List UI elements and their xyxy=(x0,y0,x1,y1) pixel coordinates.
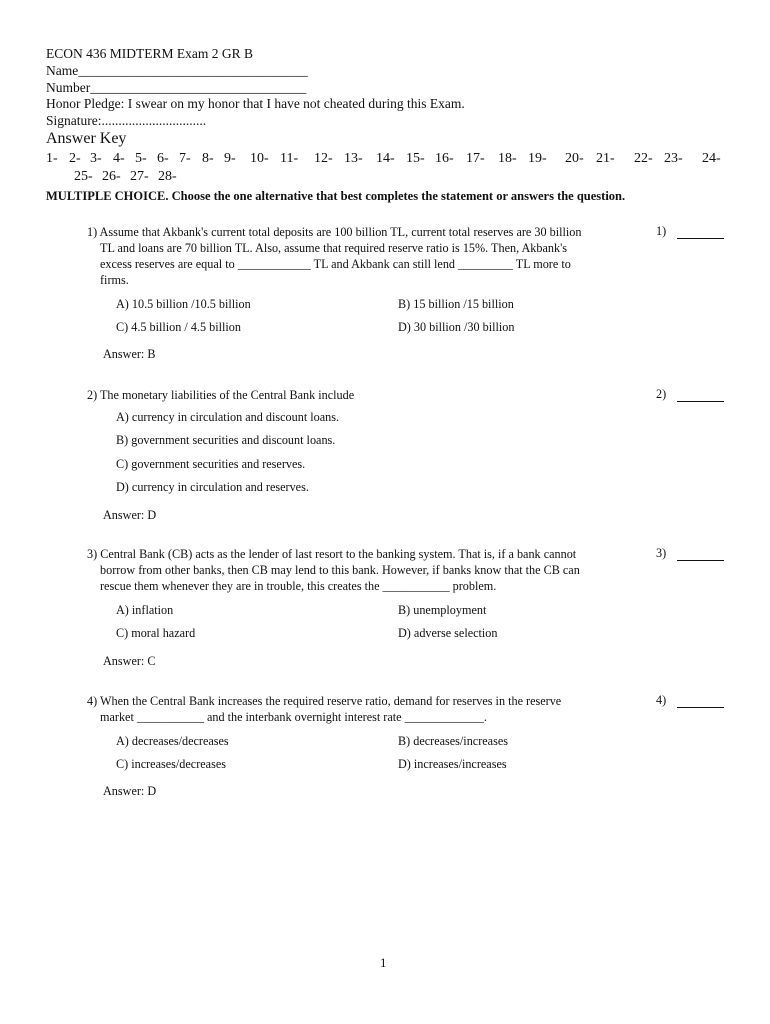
option-b: B) government securities and discount loans. xyxy=(116,433,336,447)
honor-pledge: Honor Pledge: I swear on my honor that I have not cheated during this Exam. xyxy=(46,96,465,111)
answer-number-2: 2) xyxy=(656,387,667,401)
instructions: MULTIPLE CHOICE. Choose the one alternative that best completes the statement or answers the question. xyxy=(46,189,626,203)
answer-key-item: 2- xyxy=(69,151,81,166)
exam-title: ECON 436 MIDTERM Exam 2 GR B xyxy=(46,46,253,61)
question-line: 1) Assume that Akbank's current total deposits are 100 billion TL, current total reserves are 30 billion xyxy=(87,225,582,239)
answer-key-item: 4- xyxy=(113,151,125,166)
answer-number-4: 4) xyxy=(656,693,667,707)
answer-text-4: Answer: D xyxy=(103,784,157,798)
answer-key-item: 11- xyxy=(280,151,299,166)
question-line: market ___________ and the interbank overnight interest rate _____________. xyxy=(100,710,487,724)
answer-number-3: 3) xyxy=(656,546,667,560)
question-line: borrow from other banks, then CB may lend to this bank. However, if banks know that the CB can xyxy=(100,563,580,577)
answer-text-3: Answer: C xyxy=(103,654,156,668)
option-c: C) moral hazard xyxy=(116,626,196,640)
answer-key-title: Answer Key xyxy=(46,130,127,147)
option-b: B) 15 billion /15 billion xyxy=(398,297,514,311)
question-1-text xyxy=(87,224,647,288)
answer-key-item: 8- xyxy=(202,151,214,166)
answer-key-item: 15- xyxy=(406,151,425,166)
answer-key-item: 14- xyxy=(376,151,395,166)
question-line: 4) When the Central Bank increases the required reserve ratio, demand for reserves in the reserve xyxy=(87,694,562,708)
option-c: C) 4.5 billion / 4.5 billion xyxy=(116,320,241,334)
answer-key-item: 20- xyxy=(565,151,584,166)
question-line: 2) The monetary liabilities of the Central Bank include xyxy=(87,388,355,402)
option-c: C) government securities and reserves. xyxy=(116,457,306,471)
answer-blank-2[interactable] xyxy=(677,389,724,402)
option-d: D) 30 billion /30 billion xyxy=(398,320,515,334)
option-a: A) currency in circulation and discount loans. xyxy=(116,410,340,424)
answer-text-2: Answer: D xyxy=(103,508,157,522)
answer-text-1: Answer: B xyxy=(103,347,156,361)
answer-key-item: 13- xyxy=(344,151,363,166)
answer-key-item: 24- xyxy=(702,151,721,166)
answer-key-item: 21- xyxy=(596,151,615,166)
question-line: excess reserves are equal to ____________ TL and Akbank can still lend _________ TL more to xyxy=(100,257,571,271)
name-field: Name__________________________________ xyxy=(46,63,308,78)
answer-key-item: 28- xyxy=(158,169,177,184)
page-number: 1 xyxy=(380,955,387,970)
option-a: A) inflation xyxy=(116,603,174,617)
answer-blank-1[interactable] xyxy=(677,226,724,239)
answer-key-item: 27- xyxy=(130,169,149,184)
answer-key-item: 18- xyxy=(498,151,517,166)
answer-key-item: 22- xyxy=(634,151,653,166)
option-d: D) adverse selection xyxy=(398,626,498,640)
question-3-text xyxy=(87,546,647,594)
answer-key-item: 23- xyxy=(664,151,683,166)
question-line: firms. xyxy=(100,273,129,287)
answer-key-item: 5- xyxy=(135,151,147,166)
option-a: A) decreases/decreases xyxy=(116,734,229,748)
answer-blank-3[interactable] xyxy=(677,548,724,561)
answer-key-item: 1- xyxy=(46,151,58,166)
answer-key-item: 16- xyxy=(435,151,454,166)
answer-key-item: 10- xyxy=(250,151,269,166)
question-2-text xyxy=(87,387,647,403)
answer-key-item: 26- xyxy=(102,169,121,184)
answer-key-row-1 xyxy=(46,151,736,169)
option-c: C) increases/decreases xyxy=(116,757,226,771)
answer-key-item: 9- xyxy=(224,151,236,166)
option-b: B) unemployment xyxy=(398,603,487,617)
answer-key-item: 6- xyxy=(157,151,169,166)
answer-blank-4[interactable] xyxy=(677,695,724,708)
answer-key-item: 19- xyxy=(528,151,547,166)
answer-key-item: 7- xyxy=(179,151,191,166)
question-line: TL and loans are 70 billion TL. Also, assume that required reserve ratio is 15%. Then, Akbank's xyxy=(100,241,568,255)
number-field: Number________________________________ xyxy=(46,80,307,95)
option-b: B) decreases/increases xyxy=(398,734,508,748)
answer-key-item: 3- xyxy=(90,151,102,166)
answer-key-item: 25- xyxy=(74,169,93,184)
signature-field: Signature:............................... xyxy=(46,113,207,128)
question-4-text xyxy=(87,693,647,725)
option-d: D) currency in circulation and reserves. xyxy=(116,480,309,494)
answer-key-item: 17- xyxy=(466,151,485,166)
option-a: A) 10.5 billion /10.5 billion xyxy=(116,297,251,311)
answer-number-1: 1) xyxy=(656,224,667,238)
option-d: D) increases/increases xyxy=(398,757,507,771)
question-line: 3) Central Bank (CB) acts as the lender of last resort to the banking system. That is, if a bank cannot xyxy=(87,547,577,561)
question-line: rescue them whenever they are in trouble, this creates the ___________ problem. xyxy=(100,579,497,593)
answer-key-item: 12- xyxy=(314,151,333,166)
